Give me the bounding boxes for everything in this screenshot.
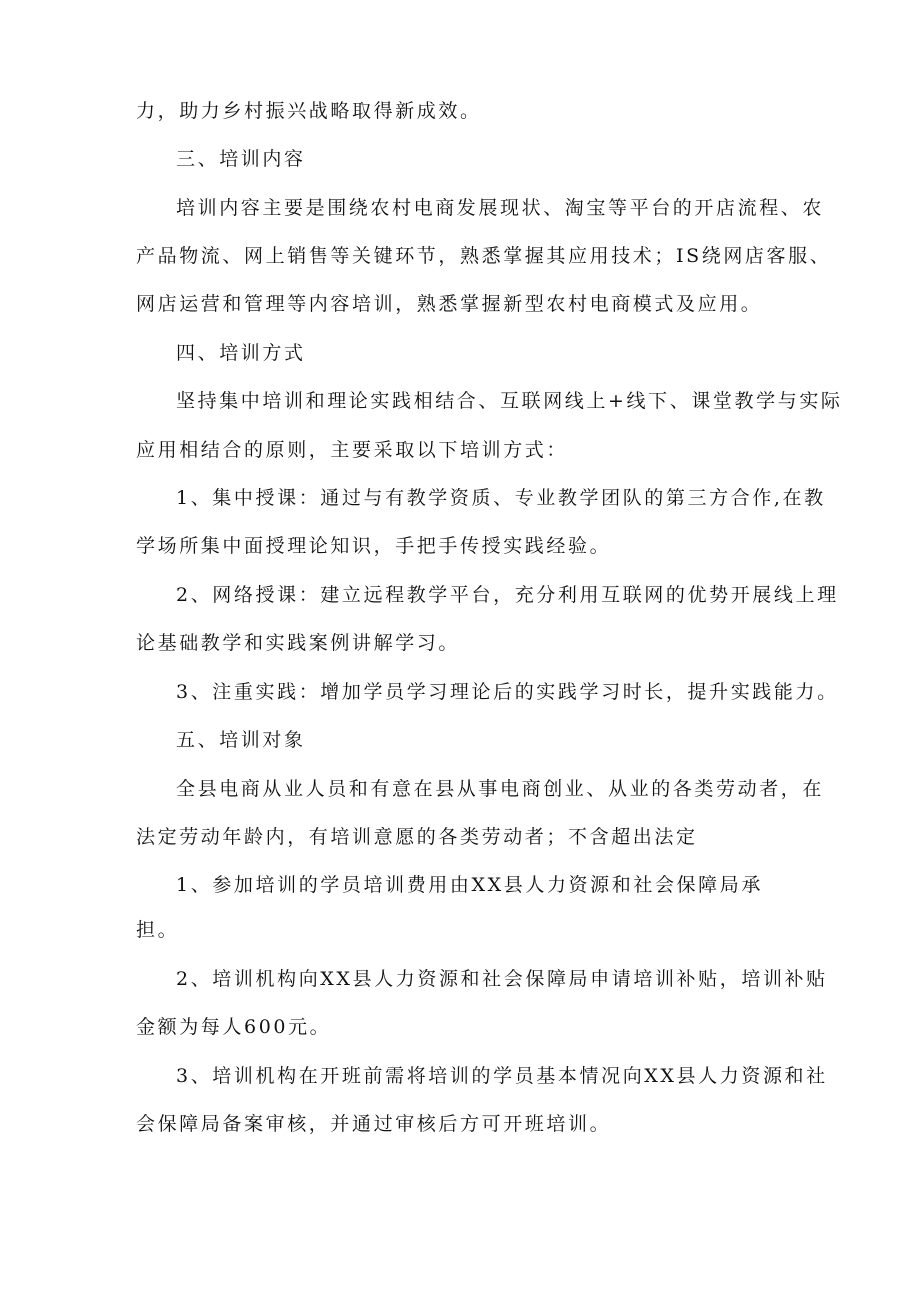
list-item-line: 3、注重实践：增加学员学习理论后的实践学习时长，提升实践能力。 xyxy=(176,681,839,703)
text-line: 力，助力乡村振兴战略取得新成效。 xyxy=(136,100,482,122)
paragraph-line: 网店运营和管理等内容培训，熟悉掌握新型农村电商模式及应用。 xyxy=(136,293,763,315)
paragraph-line: 培训内容主要是围绕农村电商发展现状、淘宝等平台的开店流程、农 xyxy=(176,197,825,219)
list-item-line: 2、网络授课：建立远程教学平台，充分利用互联网的优势开展线上理 xyxy=(176,584,839,606)
section-heading-training-content: 三、培训内容 xyxy=(176,148,306,170)
list-item-line: 学场所集中面授理论知识，手把手传授实践经验。 xyxy=(136,535,612,557)
paragraph-line: 全县电商从业人员和有意在县从事电商创业、从业的各类劳动者，在 xyxy=(176,778,825,800)
list-item-line: 担。 xyxy=(136,919,180,941)
paragraph-line: 坚持集中培训和理论实践相结合、互联网线上+线下、课堂教学与实际 xyxy=(176,390,843,412)
section-heading-training-method: 四、培训方式 xyxy=(176,342,306,364)
section-heading-training-target: 五、培训对象 xyxy=(176,729,306,751)
list-item-line: 会保障局备案审核，并通过审核后方可开班培训。 xyxy=(136,1113,612,1135)
paragraph-line: 法定劳动年龄内，有培训意愿的各类劳动者；不含超出法定 xyxy=(136,826,698,848)
list-item-line: 1、参加培训的学员培训费用由XX县人力资源和社会保障局承 xyxy=(176,874,763,896)
list-item-line: 1、集中授课：通过与有教学资质、专业教学团队的第三方合作,在教 xyxy=(176,487,826,509)
list-item-line: 2、培训机构向XX县人力资源和社会保障局申请培训补贴，培训补贴 xyxy=(176,968,828,990)
list-item-line: 论基础教学和实践案例讲解学习。 xyxy=(136,632,461,654)
list-item-line: 金额为每人600元。 xyxy=(136,1016,332,1038)
paragraph-line: 应用相结合的原则，主要采取以下培训方式： xyxy=(136,439,569,461)
paragraph-line: 产品物流、网上销售等关键环节，熟悉掌握其应用技术；IS绕网店客服、 xyxy=(136,245,832,267)
list-item-line: 3、培训机构在开班前需将培训的学员基本情况向XX县人力资源和社 xyxy=(176,1065,828,1087)
